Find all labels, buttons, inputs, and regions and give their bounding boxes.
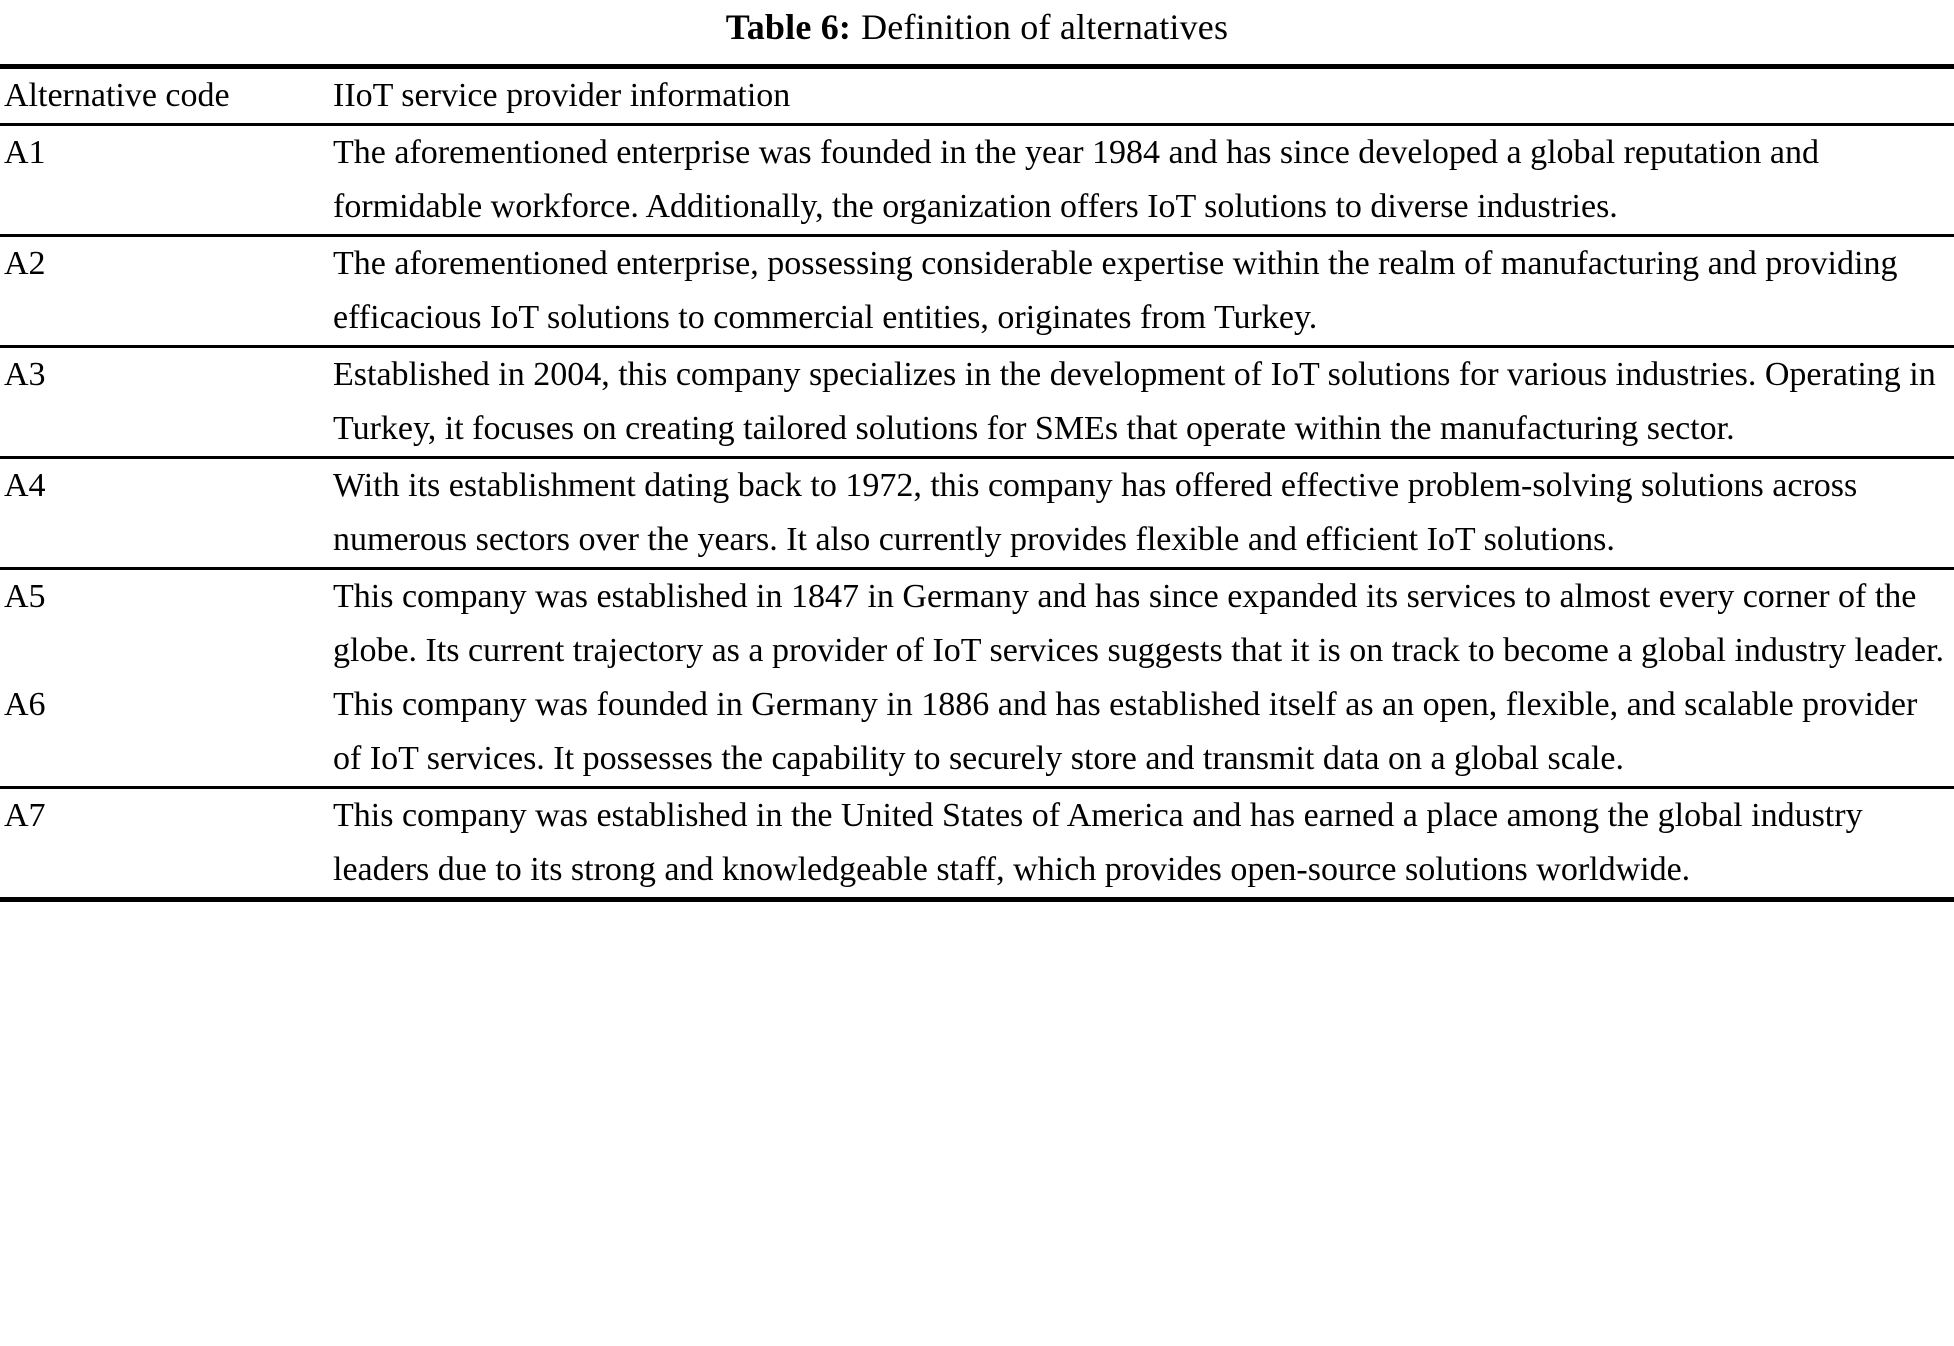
- table-row: [0, 678, 1954, 788]
- alternative-code-cell: A6: [0, 678, 333, 788]
- alternative-code-cell: A2: [0, 236, 333, 347]
- table-row: [0, 347, 1954, 458]
- column-header-provider-info: IIoT service provider information: [333, 67, 1954, 125]
- alternative-code-cell: A3: [0, 347, 333, 458]
- provider-info-cell: The aforementioned enterprise, possessing considerable expertise within the realm of manufacturing and providing efficacious IoT solutions to commercial entities, originates from Turkey.: [333, 236, 1954, 347]
- alternative-code-cell: A1: [0, 125, 333, 236]
- table-caption-label: Table 6:: [725, 7, 852, 47]
- header-row: [0, 67, 1954, 125]
- table-caption: [0, 0, 1954, 48]
- provider-info-cell: This company was established in the United States of America and has earned a place among the global industry leaders due to its strong and knowledgeable staff, which provides open-source solutions worldwide.: [333, 797, 1863, 888]
- table-row: [0, 569, 1954, 679]
- provider-info-cell: This company was established in 1847 in Germany and has since expanded its services to almost every corner of the globe. Its current trajectory as a provider of IoT services suggests that it is on track to become a global industry leader.: [333, 578, 1945, 669]
- provider-info-cell: This company was founded in Germany in 1886 and has established itself as an open, flexible, and scalable provider of IoT services. It possesses the capability to securely store and transmit data on a global scale.: [333, 678, 1954, 788]
- table-caption-text: Definition of alternatives: [861, 7, 1229, 47]
- provider-info-cell: Established in 2004, this company specializes in the development of IoT solutions for various industries. Operating in Turkey, it focuses on creating tailored solutions for SMEs that operate within the manufacturing sector.: [333, 347, 1954, 458]
- table-row: [0, 788, 1954, 900]
- provider-info-cell: The aforementioned enterprise was founded in the year 1984 and has since developed a global reputation and formidable workforce. Additionally, the organization offers IoT solutions to diverse industries.: [333, 125, 1954, 236]
- alternative-code-cell: A4: [0, 458, 333, 569]
- column-header-alternative-code: Alternative code: [0, 67, 333, 125]
- table-row: [0, 458, 1954, 569]
- alternative-code-cell: A5: [4, 578, 46, 615]
- provider-info-cell: With its establishment dating back to 1972, this company has offered effective problem-solving solutions across numerous sectors over the years. It also currently provides flexible and efficient IoT solutions.: [333, 458, 1954, 569]
- table-row: [0, 125, 1954, 236]
- table-header: [0, 67, 1954, 125]
- table-body: [0, 125, 1954, 900]
- alternatives-table: [0, 64, 1954, 902]
- alternative-code-cell: A7: [4, 797, 46, 834]
- table-row: [0, 236, 1954, 347]
